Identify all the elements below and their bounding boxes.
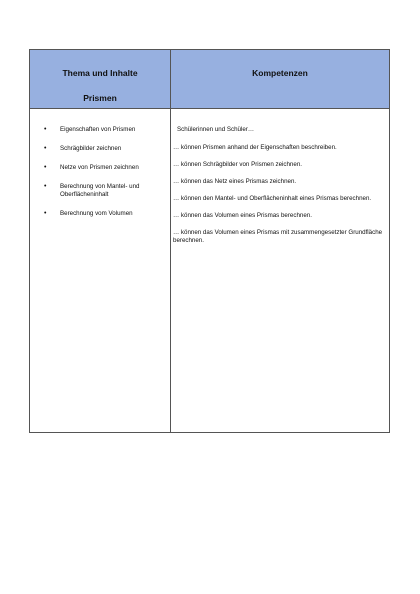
bullet-icon: • <box>44 183 47 190</box>
bullet-icon: • <box>44 145 47 152</box>
bullet-icon: • <box>44 210 47 217</box>
bullet-icon: • <box>44 164 47 171</box>
list-item: • Berechnung vom Volumen <box>44 210 133 217</box>
topic-column-title: Thema und Inhalte <box>62 68 138 78</box>
competency-intro: Schülerinnen und Schüler… <box>177 126 255 133</box>
topic-name: Prismen <box>83 93 117 103</box>
table-header <box>30 50 389 109</box>
list-item: • Eigenschaften von Prismen <box>44 126 136 133</box>
column-divider <box>170 50 171 432</box>
competency-item: … können das Volumen eines Prismas berechnen. <box>173 212 312 219</box>
list-item: • Schrägbilder zeichnen <box>44 145 122 152</box>
list-item: • Berechnung von Mantel- und Oberflächeninhalt <box>44 183 140 198</box>
topic-list <box>44 126 164 229</box>
list-item: • Netze von Prismen zeichnen <box>44 164 139 171</box>
competency-item: … können den Mantel- und Oberflächeninhalt eines Prismas berechnen. <box>173 195 372 202</box>
competency-item: … können Schrägbilder von Prismen zeichnen. <box>173 161 302 168</box>
competency-list <box>173 126 385 254</box>
competency-table <box>29 49 390 433</box>
bullet-icon: • <box>44 126 47 133</box>
competency-item: … können das Netz eines Prismas zeichnen. <box>173 178 297 185</box>
competency-item: … können Prismen anhand der Eigenschaften beschreiben. <box>173 144 337 151</box>
competency-item: … können das Volumen eines Prismas mit zusammengesetzter Grundfläche berechnen. <box>173 229 383 244</box>
competency-column-title: Kompetenzen <box>252 68 308 78</box>
